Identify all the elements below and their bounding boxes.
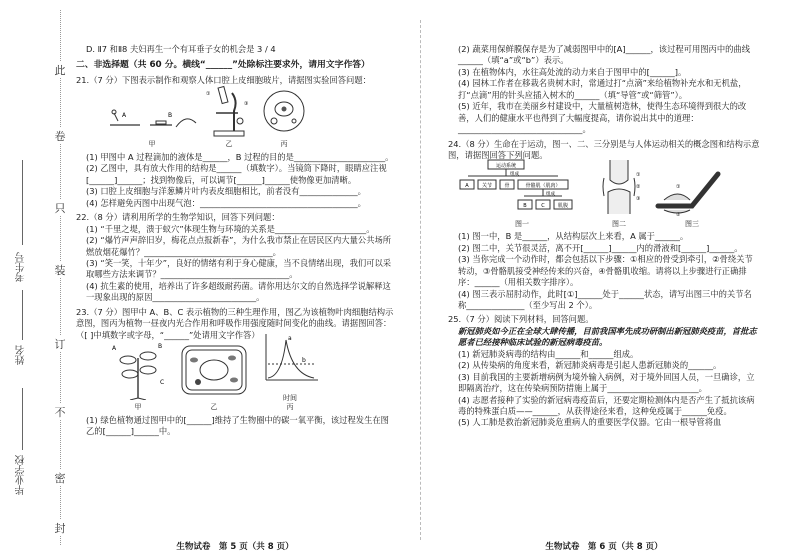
question-21-item-1: (1) 甲图中 A 过程滴加的液体是______，B 过程的目的是______________________。 — [86, 152, 394, 162]
question-21-item-3: (3) 口腔上皮细胞与洋葱鳞片叶内表皮细胞相比，前者没有______________。 — [86, 186, 366, 197]
svg-text:③: ③ — [636, 196, 641, 203]
joint-figure — [592, 158, 646, 229]
leaf-cell-figure — [176, 340, 252, 413]
concept-node: B — [523, 203, 527, 210]
svg-text:A: A — [112, 344, 117, 352]
section-title: 二、非选择题（共 60 分。横线“______”处除标注要求外，请用文字作答） — [76, 60, 370, 71]
figure-label: 乙 — [210, 403, 218, 412]
question-23-item-1: (1) 绿色植物通过图甲中的[______]维持了生物圈中的碳一氧平衡，该过程发生在图乙的[______]______中。 — [86, 415, 389, 437]
seal-char: 装 — [52, 262, 68, 278]
concept-map-figure — [458, 158, 586, 229]
question-25-item-3: (3) 目前我国的主要新增病例为境外输入病例，对于境外回国人员，一旦确诊，立即隔离治疗，这在传染病预防措施上属于______________________。 — [458, 371, 755, 394]
seal-char: 不 — [52, 404, 68, 420]
svg-text:B: B — [158, 342, 163, 350]
question-25-item-5: (5) 人工肺是救治新冠肺炎危重病人的重要医学仪器。它由一根导管将血 — [458, 417, 722, 428]
question-23-stem: 23.（7 分）图甲中 A、B、C 表示植物的三种生理作用，图乙为该植物叶肉细胞结构示意图，图丙为植物一昼夜内光合作用和呼吸作用强度随时间变化的曲线。请据图回答：（[ ]中填数字或字母，“______”处请用文字作答） — [76, 306, 394, 340]
svg-text:②: ② — [636, 184, 641, 191]
svg-text:B: B — [168, 111, 173, 119]
previous-option-d: D. Ⅱ7 和Ⅱ8 夫妇再生一个有耳垂子女的机会是 3 / 4 — [86, 44, 276, 54]
question-23-item-3: (3) 在植物体内，水往高处流的动力来自于图甲中的[______]。 — [458, 66, 687, 77]
microscope-figure — [204, 83, 254, 150]
concept-node: 骨骼肌（肌肉） — [525, 183, 561, 190]
fill-line-name — [22, 290, 23, 340]
seal-char: 订 — [52, 336, 68, 352]
question-24-item-4: (4) 图三表示屈肘动作，此时[①]______处于______状态，请写出图三中的关节名称______________（至少写出 2 个）。 — [458, 288, 752, 310]
question-24-item-1: (1) 图一中，B 是______，从结构层次上来看，A 属于______。 — [458, 231, 689, 242]
page-footer-6: 生物试卷 第 6 页（共 8 页） — [545, 542, 663, 553]
question-24-stem: 24.（8 分）生命在于运动，图一、二、三分别是与人体运动相关的概念图和结构示意图，请据图回答下列问题。 — [448, 138, 760, 160]
question-23-item-2: (2) 蔬菜用保鲜膜保存是为了减弱图甲中的[A]______，该过程可用图丙中的曲线______（填“a”或“b”）表示。 — [458, 44, 751, 66]
figure-label: 乙 — [225, 140, 233, 149]
question-24-item-3: (3) 当你完成一个动作时，都会包括以下步骤：①相应的骨受到牵引，②骨绕关节转动，③骨骼肌接受神经传来的兴奋，④骨骼肌收缩。请将以上步骤进行正确排序：______（用相关数字排序）。 — [458, 254, 753, 288]
figure-label: 丙 — [280, 140, 288, 149]
question-25-item-2: (2) 从传染病的角度来看，新冠肺炎病毒是引起人患新冠肺炎的______。 — [458, 360, 722, 371]
label-exam-number: 考生号 — [16, 252, 27, 282]
figure-label: 甲 — [134, 403, 142, 412]
figure-label: 图一 — [515, 219, 529, 228]
question-24-item-2: (2) 图二中，关节很灵活，离不开[______]______内的滑液和[______]______。 — [458, 242, 743, 253]
concept-node: 骨 — [504, 183, 510, 190]
svg-text:①: ① — [636, 172, 641, 179]
label-name: 姓名 — [16, 345, 27, 365]
question-21-figure — [106, 88, 394, 150]
plant-figure — [106, 340, 170, 413]
svg-text:A: A — [122, 111, 127, 119]
question-21-item-4: (4) 怎样避免丙图中出现气泡：______________________________________。 — [86, 197, 366, 208]
seal-char: 卷 — [52, 128, 68, 144]
concept-edge: 组成 — [510, 172, 519, 178]
page-6 — [448, 0, 760, 560]
seal-char: 封 — [52, 520, 68, 536]
question-24-figure — [458, 163, 760, 229]
axis-label-time: 时间 — [283, 393, 297, 402]
svg-text:②: ② — [676, 212, 681, 217]
svg-text:③: ③ — [244, 100, 249, 107]
question-23-item-4: (4) 园林工作者在移栽名贵树木时，常通过打“点滴”来给植物补充水和无机盐，打“点滴”用的针头应插入树木的______（填“导管”或“筛管”）。 — [458, 78, 747, 100]
figure-label: 图二 — [612, 219, 626, 228]
question-25-item-4: (4) 志愿者接种了实验的新冠病毒疫苗后，还要定期检测体内是否产生了抵抗该病毒的特殊蛋白质——______，从获得途径来看，这种免疫属于______免疫。 — [458, 394, 755, 416]
page-5 — [76, 0, 394, 560]
concept-edge: 组成 — [546, 192, 555, 198]
concept-node: 运动系统 — [495, 163, 517, 170]
seal-char: 密 — [52, 470, 68, 486]
concept-node: A — [465, 183, 469, 190]
slide-preparation-figure — [106, 107, 198, 150]
binding-margin — [0, 0, 70, 560]
question-25-item-1: (1) 新冠肺炎病毒的结构由______和______组成。 — [458, 348, 639, 359]
seal-char: 此 — [52, 62, 68, 78]
page-footer-5: 生物试卷 第 5 页（共 8 页） — [176, 542, 294, 553]
fill-line-exam-number — [22, 160, 23, 245]
question-22-stem: 22.（8 分）请利用所学的生物学知识，回答下列问题： — [76, 212, 280, 223]
page-divider — [420, 20, 421, 540]
question-22-item-2: (2) “爆竹声声辞旧岁，梅花点点报新春”，为什么我市禁止在居民区内大量公共场所燃放烟花爆竹？_______________________________。 — [86, 235, 392, 257]
question-25-passage: 新冠肺炎如今正在全球大肆传播，目前我国率先成功研制出新冠肺炎疫苗，首批志愿者已经接种临床试验的新冠病毒疫苗。 — [458, 325, 757, 348]
question-21-item-2: (2) 乙图中，具有放大作用的结构是______（填数字）。当镜筒下降时，眼睛应注视[______]______；找到物像后，可以调节[______]______使物像更加清晰。 — [86, 163, 387, 185]
svg-text:a: a — [288, 335, 292, 343]
question-23-item-5: (5) 近年，我市在美丽乡村建设中，大量植树造林，使得生态环境得到很大的改善，人们的健康水平也得到了大幅度提高，请你说出其中的道理：______________________________。 — [458, 101, 747, 135]
curve-figure — [258, 330, 322, 413]
question-22-item-1: (1) “千里之堤，溃于蚁穴”体现生物与环境的关系是______________________。 — [86, 223, 375, 234]
svg-text:C: C — [160, 378, 165, 386]
concept-node: 肌腹 — [557, 203, 569, 210]
question-22-item-3: (3) “笑一笑，十年少”，良好的情绪有利于身心健康，当不良情绪出现，我们可以采取哪些方法来调节？_______________________________。 — [86, 257, 392, 280]
cheek-cell-figure — [260, 87, 308, 150]
figure-label: 图三 — [685, 219, 699, 228]
concept-node: 关节 — [481, 183, 493, 190]
fill-line-school — [22, 388, 23, 450]
question-22-item-4: (4) 抗生素的使用，培养出了许多超级耐药菌。请你用达尔文的自然选择学说解释这一现象出现的原因_________________________。 — [86, 280, 391, 303]
svg-text:①: ① — [206, 90, 211, 97]
figure-label: 甲 — [148, 140, 156, 149]
label-school: 毕业学校 — [16, 455, 27, 495]
svg-text:b: b — [302, 357, 306, 365]
question-21-stem: 21.（7 分）下图表示制作和观察人体口腔上皮细胞玻片，请据图实验回答问题： — [76, 74, 371, 85]
concept-node: C — [541, 203, 545, 210]
seal-char: 只 — [52, 200, 68, 216]
arm-figure — [652, 158, 732, 229]
figure-label: 丙 — [286, 403, 294, 412]
svg-text:①: ① — [676, 184, 681, 191]
question-25-stem: 25.（7 分）阅读下列材料，回答问题。 — [448, 314, 594, 325]
question-23-figure — [106, 335, 394, 413]
